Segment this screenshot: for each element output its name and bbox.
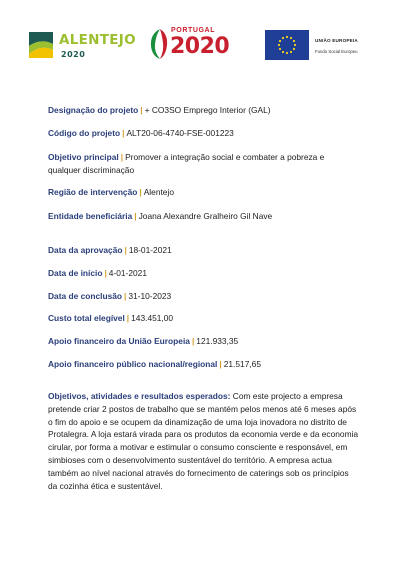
field-label: Designação do projeto <box>48 105 139 115</box>
alentejo-2020-logo <box>27 28 139 64</box>
logo-bar <box>0 24 400 68</box>
field-separator: | <box>219 359 222 369</box>
field-label: Apoio financeiro da União Europeia <box>48 336 190 346</box>
field-separator: | <box>126 313 130 323</box>
field-separator: | <box>140 105 143 115</box>
field-label: Data de conclusão <box>48 291 123 301</box>
portugal-emblem-icon <box>148 26 170 62</box>
field-start-date <box>48 267 358 280</box>
field-beneficiary <box>48 210 358 223</box>
alentejo-logo-year: 2020 <box>61 50 86 59</box>
field-value: 4-01-2021 <box>108 268 147 278</box>
field-value: Joana Alexandre Gralheiro Gil Nave <box>138 211 273 221</box>
portugal-logo-text: PORTUGAL <box>171 27 216 34</box>
field-region <box>48 186 358 199</box>
field-national-support <box>48 358 358 371</box>
field-value: Alentejo <box>143 187 174 197</box>
field-separator: | <box>191 336 195 346</box>
field-project-name <box>48 104 358 117</box>
field-approval-date <box>48 244 358 257</box>
field-label: Apoio financeiro público nacional/regional <box>48 359 218 369</box>
eu-logo-name: UNIÃO EUROPEIA <box>315 38 358 43</box>
field-label: Entidade beneficiária <box>48 211 133 221</box>
field-label: Data da aprovação <box>48 245 123 255</box>
field-label: Código do projeto <box>48 128 121 138</box>
field-label: Região de intervenção <box>48 187 138 197</box>
field-separator: | <box>120 152 124 162</box>
field-project-code <box>48 127 358 140</box>
field-eu-support <box>48 335 358 348</box>
eu-logo <box>265 30 375 62</box>
field-value: 121.933,35 <box>196 336 239 346</box>
field-end-date <box>48 290 358 303</box>
field-separator: | <box>104 268 107 278</box>
field-main-objective <box>48 151 358 177</box>
field-value: 21.517,65 <box>223 359 261 369</box>
field-separator: | <box>139 187 142 197</box>
field-separator: | <box>122 128 125 138</box>
portugal-2020-logo <box>148 24 246 66</box>
field-value: 18-01-2021 <box>128 245 172 255</box>
field-separator: | <box>134 211 137 221</box>
field-total-cost <box>48 312 358 325</box>
objectives-label: Objetivos, atividades e resultados esperados: <box>48 391 231 401</box>
field-label: Data de início <box>48 268 103 278</box>
field-value: 143.451,00 <box>131 313 174 323</box>
objectives-text: Com este projecto a empresa pretende criar 2 postos de trabalho que se mantém pelos menos até 6 meses após o fim do apoio e se ocupem da dinamização de uma loja inovadora no distrito de Protalegra. A loja estará virada para os produtos da economia verde e da economia cirular, por forma a motivar e estimular o consumo consciente e responsável, em simbioses com o desenvolvimento sustentável do território. A empresa actua também ao nível nacional através do fornecimento de caterings sob os princípios da cozinha ética e sustentável. <box>48 391 359 491</box>
field-value: + CO3SO Emprego Interior (GAL) <box>144 105 271 115</box>
field-value: 31-10-2023 <box>128 291 172 301</box>
field-label: Objetivo principal <box>48 152 119 162</box>
field-separator: | <box>124 291 127 301</box>
portugal-logo-year: 2020 <box>170 34 230 59</box>
eu-flag-icon <box>265 30 309 60</box>
field-value: Promover a integração social e combater a pobreza e qualquer discriminação <box>48 152 325 175</box>
alentejo-emblem-icon <box>27 28 57 62</box>
eu-logo-fund: Fundo Social Europeu <box>315 49 358 54</box>
field-value: ALT20-06-4740-FSE-001223 <box>126 128 234 138</box>
field-separator: | <box>124 245 127 255</box>
objectives-paragraph <box>48 390 360 492</box>
field-label: Custo total elegível <box>48 313 125 323</box>
alentejo-logo-text: ALENTEJO <box>59 32 136 48</box>
